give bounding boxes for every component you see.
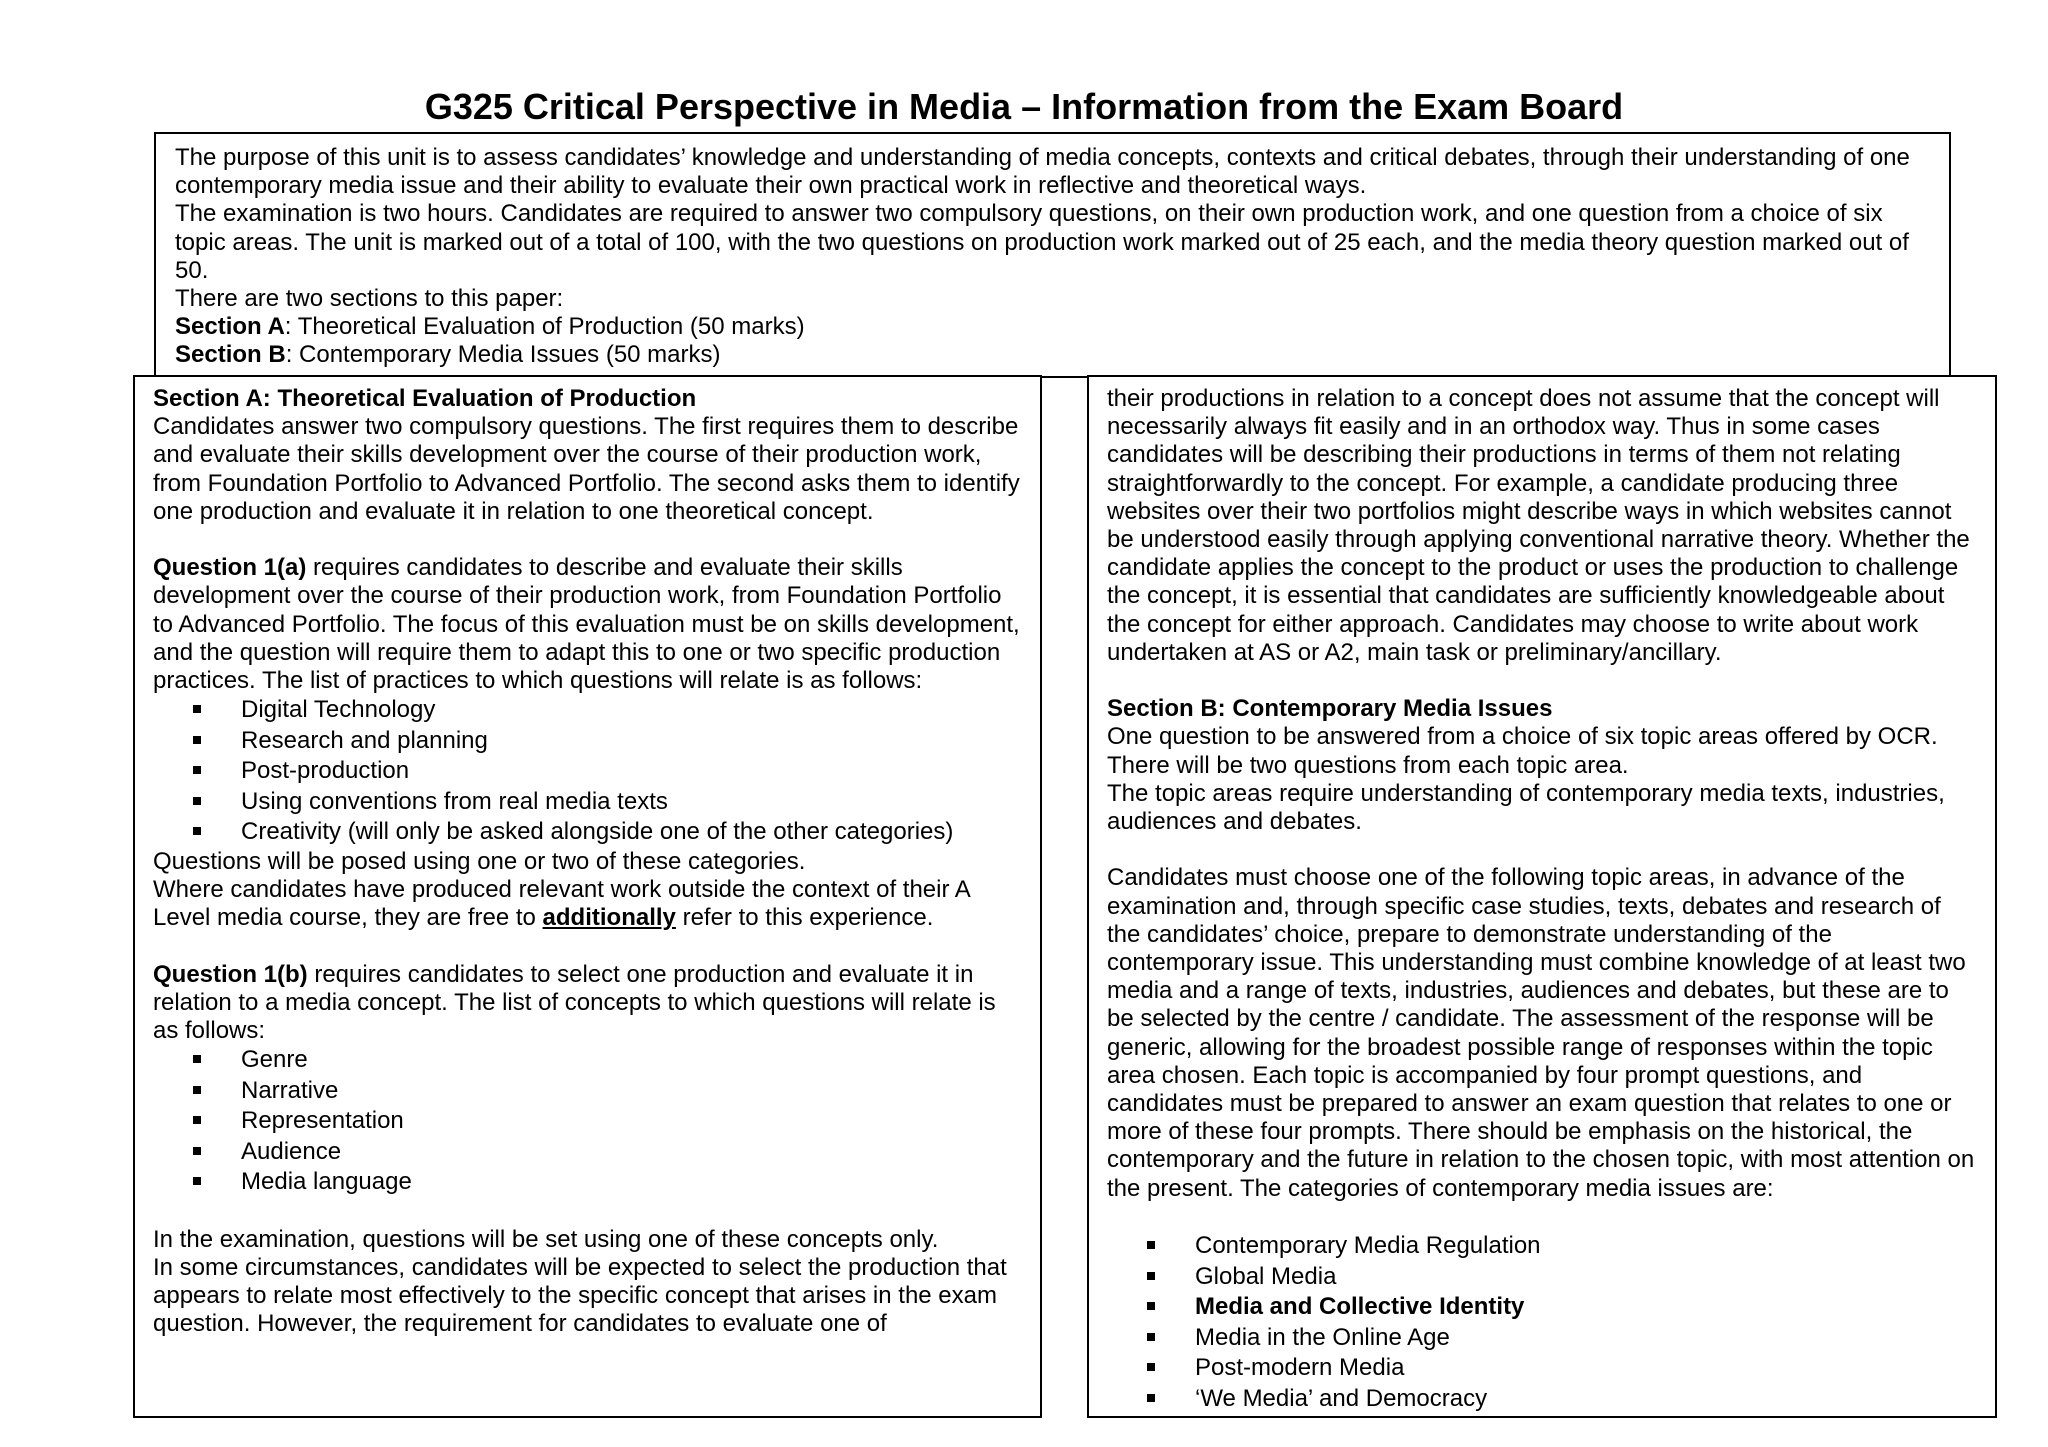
square-bullet-icon	[193, 1147, 201, 1155]
square-bullet-icon	[1147, 1363, 1155, 1371]
list-item: Media language	[193, 1167, 1024, 1198]
intro-exam-details: The examination is two hours. Candidates are required to answer two compulsory questions, on their own production work, and one question from a choice of six topic areas. The unit is marked out of a total of 100, with the two questions on production work marked out of 25 each, and the media theory question marked out of 50.	[175, 200, 1909, 284]
square-bullet-icon	[1147, 1394, 1155, 1402]
square-bullet-icon	[193, 766, 201, 774]
list-item: Creativity (will only be asked alongside one of the other categories)	[193, 817, 1024, 848]
page-title: G325 Critical Perspective in Media – Information from the Exam Board	[424, 86, 1624, 127]
intro-section-b	[175, 341, 1931, 369]
intro-sections-lead: There are two sections to this paper:	[175, 285, 564, 313]
intro-section-b-label: Section B	[175, 341, 286, 369]
square-bullet-icon	[193, 797, 201, 805]
exam-concepts-line: In the examination, questions will be set using one of these concepts only.	[153, 1225, 939, 1253]
square-bullet-icon	[1147, 1302, 1155, 1310]
practices-list	[153, 695, 1024, 848]
intro-section-a-label: Section A	[175, 313, 285, 341]
list-item: Audience	[193, 1137, 1024, 1168]
square-bullet-icon	[193, 827, 201, 835]
concepts-list	[153, 1045, 1024, 1198]
section-a-intro: Candidates answer two compulsory questions. The first requires them to describe and evaluate their skills development over the course of their production work, from Foundation Portfolio to Advanced Portfolio. The second asks them to identify one production and evaluate it in relation to one theoretical concept.	[153, 413, 1020, 525]
intro-section-b-text: : Contemporary Media Issues (50 marks)	[285, 341, 721, 369]
list-item: Digital Technology	[193, 695, 1024, 726]
outside-work-note: Where candidates have produced relevant work outside the context of their A Level media course, they are free to additionally refer to this experience.	[153, 875, 970, 932]
list-item: Media in the Online Age	[1147, 1323, 1979, 1354]
section-b-heading: Section B: Contemporary Media Issues	[1107, 695, 1553, 723]
list-item: Representation	[193, 1106, 1024, 1137]
intro-box	[154, 132, 1951, 378]
list-item: Research and planning	[193, 726, 1024, 757]
question-1b-label: Question 1(b)	[153, 960, 308, 988]
question-1a-text: Question 1(a) requires candidates to describe and evaluate their skills development over the course of their production work, from Foundation Portfolio to Advanced Portfolio. The focus of this evaluation must be on skills development, and the question will require them to adapt this to one or two specific production practices. The list of practices to which questions will relate is as follows:	[153, 554, 1020, 695]
section-b-line-1: One question to be answered from a choice of six topic areas offered by OCR.	[1107, 723, 1938, 751]
square-bullet-icon	[193, 1086, 201, 1094]
list-item: Media and Collective Identity	[1147, 1292, 1979, 1323]
section-a-column	[133, 375, 1042, 1418]
list-item: ‘We Media’ and Democracy	[1147, 1384, 1979, 1415]
section-b-column	[1087, 375, 1997, 1418]
topic-choice-text: Candidates must choose one of the following topic areas, in advance of the examination and, through specific case studies, texts, debates and research of the candidates’ choice, prepare to demonstrate understanding of the contemporary issue. This understanding must combine knowledge of at least two media and a range of texts, industries, audiences and debates, but these are to be selected by the centre / candidate. The assessment of the response will be generic, allowing for the broadest possible range of responses within the topic area chosen. Each topic is accompanied by four prompt questions, and candidates must be prepared to answer an exam question that relates to one or more of these four prompts. There should be emphasis on the historical, the contemporary and the future in relation to the chosen topic, with most attention on the present. The categories of contemporary media issues are:	[1107, 864, 1975, 1202]
topics-list	[1107, 1231, 1979, 1414]
question-1b-text: Question 1(b) requires candidates to select one production and evaluate it in relation to a media concept. The list of concepts to which questions will relate is as follows:	[153, 960, 996, 1044]
list-item: Genre	[193, 1045, 1024, 1076]
section-a-continued: their productions in relation to a concept does not assume that the concept will necessarily always fit easily and in an orthodox way. Thus in some cases candidates will be describing their productions in terms of them not relating straightforwardly to the concept. For example, a candidate producing three websites over their two portfolios might describe ways in which websites cannot be understood easily through applying conventional narrative theory. Whether the candidate applies the concept to the product or uses the production to challenge the concept, it is essential that candidates are sufficiently knowledgeable about the concept for either approach. Candidates may choose to write about work undertaken at AS or A2, main task or preliminary/ancillary.	[1107, 385, 1970, 666]
question-1a-label: Question 1(a)	[153, 554, 307, 582]
list-item: Global Media	[1147, 1262, 1979, 1293]
section-b-line-3: The topic areas require understanding of contemporary media texts, industries, audiences and debates.	[1107, 779, 1945, 836]
list-item: Narrative	[193, 1076, 1024, 1107]
additionally-emphasis: additionally	[542, 904, 676, 932]
intro-section-a	[175, 313, 1931, 341]
square-bullet-icon	[193, 1116, 201, 1124]
list-item: Contemporary Media Regulation	[1147, 1231, 1979, 1262]
list-item: Using conventions from real media texts	[193, 787, 1024, 818]
section-a-heading: Section A: Theoretical Evaluation of Production	[153, 385, 697, 412]
square-bullet-icon	[1147, 1241, 1155, 1249]
square-bullet-icon	[193, 1055, 201, 1063]
intro-section-a-text: : Theoretical Evaluation of Production (50 marks)	[284, 313, 805, 341]
list-item: Post-modern Media	[1147, 1353, 1979, 1384]
square-bullet-icon	[1147, 1333, 1155, 1341]
section-b-line-2: There will be two questions from each topic area.	[1107, 751, 1629, 779]
square-bullet-icon	[193, 736, 201, 744]
circumstances-text: In some circumstances, candidates will be expected to select the production that appears to relate most effectively to the specific concept that arises in the exam question. However, the requirement for candidates to evaluate one of	[153, 1254, 1007, 1338]
square-bullet-icon	[1147, 1272, 1155, 1280]
square-bullet-icon	[193, 705, 201, 713]
square-bullet-icon	[193, 1177, 201, 1185]
questions-posed: Questions will be posed using one or two of these categories.	[153, 847, 806, 875]
intro-purpose: The purpose of this unit is to assess candidates’ knowledge and understanding of media concepts, contexts and critical debates, through their understanding of one contemporary media issue and their ability to evaluate their own practical work in reflective and theoretical ways.	[175, 144, 1910, 200]
list-item: Post-production	[193, 756, 1024, 787]
